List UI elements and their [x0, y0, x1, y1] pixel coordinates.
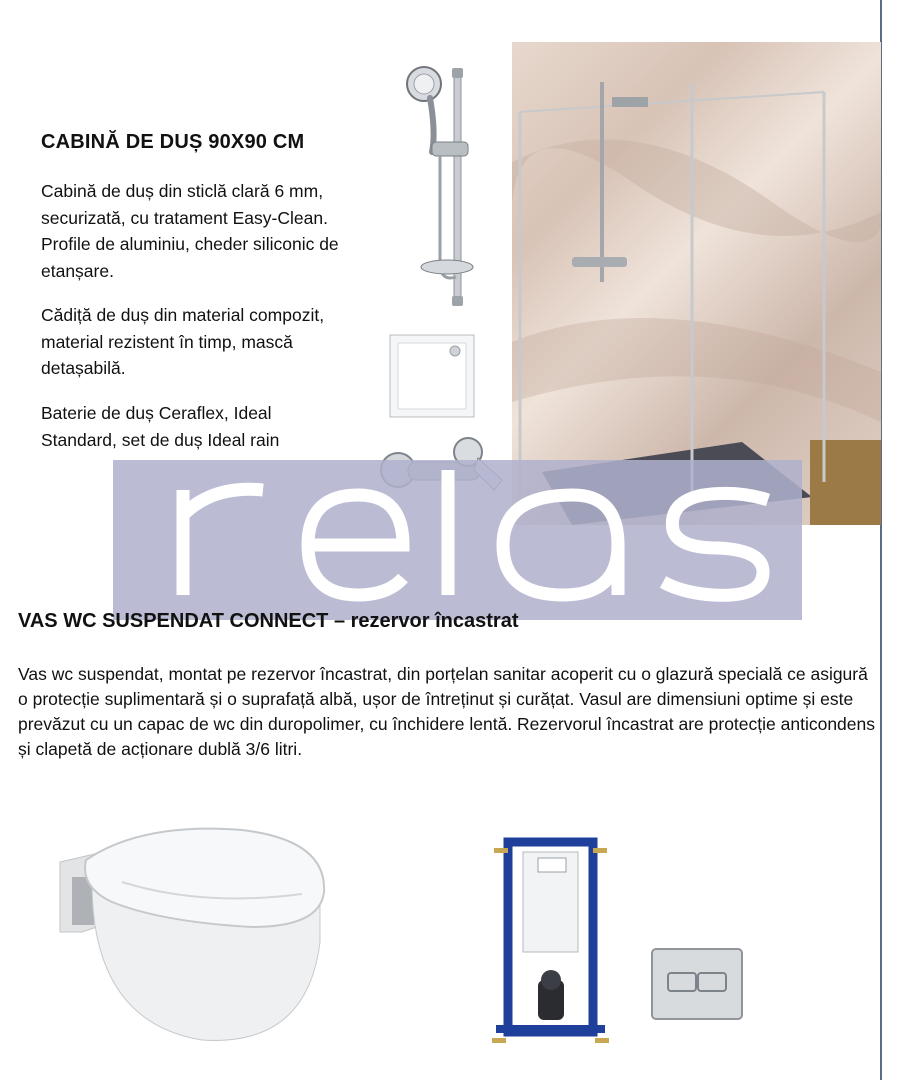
shower-cabin-heading: CABINĂ DE DUȘ 90X90 CM	[41, 131, 305, 153]
flush-plate-image	[650, 947, 744, 1021]
wc-heading: VAS WC SUSPENDAT CONNECT – rezervor încastrat	[18, 610, 519, 632]
shower-cabin-description: Cabină de duș din sticlă clară 6 mm, securizată, cu tratament Easy-Clean. Profile de aluminiu, cheder siliconic de etanșare.	[41, 181, 339, 281]
relas-watermark	[113, 460, 802, 620]
shower-tray-image	[388, 333, 476, 419]
shower-mixer-description: Baterie de duș Ceraflex, Ideal Standard, set de duș Ideal rain	[41, 403, 280, 450]
wall-hung-toilet-image	[52, 822, 327, 1052]
shower-cabin-photo	[512, 42, 881, 525]
shower-set-image	[402, 62, 482, 312]
shower-tray-description: Cădiță de duș din material compozit, material rezistent în timp, mască detașabilă.	[41, 305, 325, 378]
concealed-cistern-frame-image	[488, 830, 613, 1052]
wc-description: Vas wc suspendat, montat pe rezervor încastrat, din porțelan sanitar acoperit cu o glazură specială ce asigură o protecție suplimentară și o suprafață albă, ușor de întreținut și curățat. Vasul are dimensiuni optime și este prevăzut cu un capac de wc din duropolimer, cu închidere lentă. Rezervorul încastrat are protecție anticondens și clapetă de acționare dublă 3/6 litri.	[18, 664, 876, 759]
